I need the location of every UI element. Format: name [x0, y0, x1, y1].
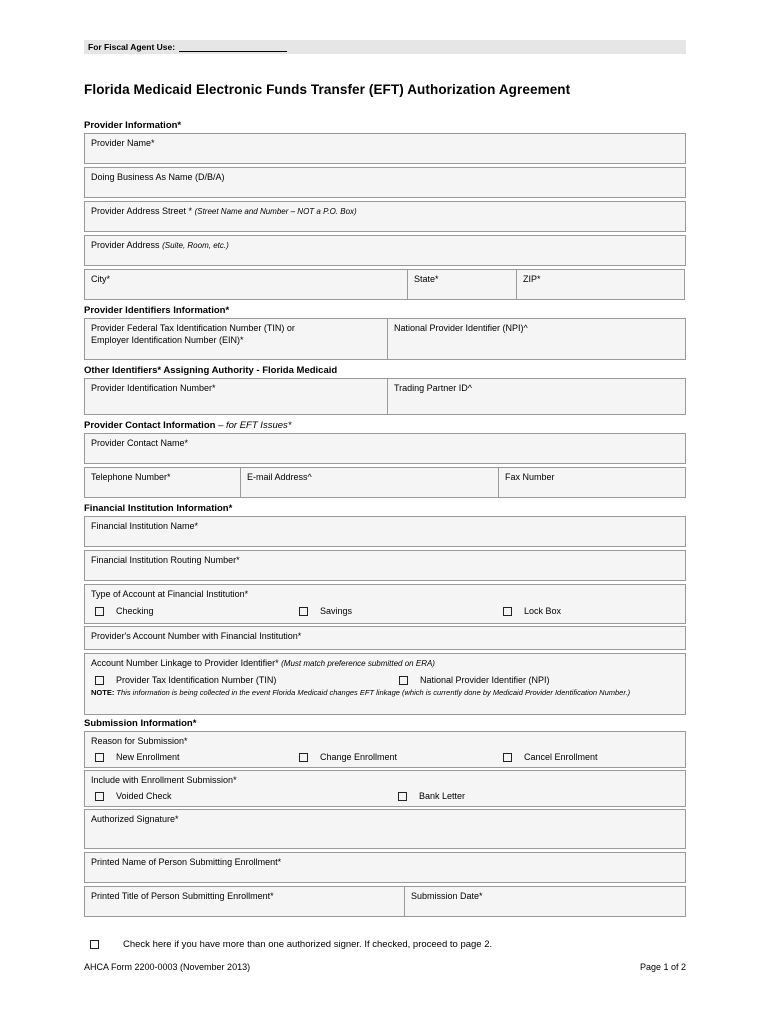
checkbox-row-linkage-npi[interactable] — [399, 671, 550, 687]
label-provider-id: Provider Identification Number* — [91, 383, 216, 393]
label-email: E-mail Address^ — [247, 472, 312, 482]
label-linkage-note: (Must match preference submitted on ERA) — [281, 659, 435, 668]
page-title: Florida Medicaid Electronic Funds Transfer (EFT) Authorization Agreement — [84, 82, 571, 97]
checkbox-row-cancel-enrollment[interactable] — [503, 748, 598, 764]
label-tin-line2: Employer Identification Number (EIN)* — [91, 335, 244, 345]
footer-page-number: Page 1 of 2 — [639, 962, 686, 972]
checkbox-icon-change-enrollment[interactable] — [299, 753, 308, 762]
label-lockbox: Lock Box — [524, 606, 562, 616]
label-provider-name: Provider Name* — [91, 138, 155, 148]
checkbox-icon-checking[interactable] — [95, 607, 104, 616]
label-checking: Checking — [116, 606, 154, 616]
checkbox-row-new-enrollment[interactable] — [95, 748, 299, 764]
label-city: City* — [91, 274, 111, 284]
label-reason: Reason for Submission* — [91, 736, 188, 746]
provider-contact-heading-text: Provider Contact Information — [84, 420, 216, 431]
fiscal-agent-bar — [84, 40, 686, 54]
label-address2: Provider Address — [91, 240, 160, 250]
checkbox-row-savings[interactable] — [299, 602, 503, 618]
row-city-state-zip — [84, 269, 686, 300]
checkbox-icon-linkage-npi[interactable] — [399, 676, 408, 685]
section-heading-provider-identifiers: Provider Identifiers Information* — [84, 305, 230, 316]
section-heading-provider-information: Provider Information* — [84, 120, 182, 131]
label-savings: Savings — [320, 606, 353, 616]
label-change-enrollment: Change Enrollment — [320, 752, 398, 762]
form-content — [84, 40, 686, 950]
field-printed-title[interactable] — [84, 886, 405, 917]
label-trading-partner-id: Trading Partner ID^ — [394, 383, 472, 393]
linkage-footnote — [85, 687, 685, 698]
label-routing-number: Financial Institution Routing Number* — [91, 555, 240, 565]
field-dba[interactable] — [84, 167, 686, 198]
row-provider-identifiers — [84, 318, 686, 360]
checkbox-icon-multiple-signers[interactable] — [90, 940, 99, 949]
checkbox-row-lockbox[interactable] — [503, 602, 561, 618]
field-city[interactable] — [84, 269, 408, 300]
label-authorized-signature: Authorized Signature* — [91, 814, 179, 824]
field-address2[interactable] — [84, 235, 686, 266]
label-address-street: Provider Address Street * — [91, 206, 193, 216]
checkbox-row-change-enrollment[interactable] — [299, 748, 503, 764]
label-multiple-signers: Check here if you have more than one authorized signer. If checked, proceed to page 2. — [123, 939, 493, 950]
label-address2-note: (Suite, Room, etc.) — [162, 241, 229, 250]
label-cancel-enrollment: Cancel Enrollment — [524, 752, 598, 762]
field-state[interactable] — [407, 269, 517, 300]
checkbox-row-checking[interactable] — [95, 602, 299, 618]
field-reason-for-submission — [84, 731, 686, 768]
fiscal-agent-blank-line[interactable] — [179, 42, 287, 52]
field-authorized-signature[interactable] — [84, 809, 686, 849]
label-submission-date: Submission Date* — [411, 891, 483, 901]
label-linkage: Account Number Linkage to Provider Identifier* — [91, 658, 279, 668]
checkbox-row-linkage-tin[interactable] — [95, 671, 399, 687]
checkbox-icon-linkage-tin[interactable] — [95, 676, 104, 685]
field-contact-name[interactable] — [84, 433, 686, 464]
linkage-footnote-text: This information is being collected in the event Florida Medicaid changes EFT linkage (which is currently done by Medicaid Provider Identification Number.) — [114, 688, 631, 697]
checkbox-icon-savings[interactable] — [299, 607, 308, 616]
label-fax: Fax Number — [505, 472, 555, 482]
checkbox-icon-bank-letter[interactable] — [398, 792, 407, 801]
field-telephone[interactable] — [84, 467, 241, 498]
label-zip: ZIP* — [523, 274, 541, 284]
field-zip[interactable] — [516, 269, 685, 300]
field-trading-partner-id[interactable] — [387, 378, 686, 415]
checkbox-icon-voided-check[interactable] — [95, 792, 104, 801]
checkbox-icon-lockbox[interactable] — [503, 607, 512, 616]
field-npi[interactable] — [387, 318, 686, 360]
field-email[interactable] — [240, 467, 499, 498]
label-dba: Doing Business As Name (D/B/A) — [91, 172, 225, 182]
section-heading-other-identifiers: Other Identifiers* Assigning Authority - Florida Medicaid — [84, 365, 338, 376]
label-printed-title: Printed Title of Person Submitting Enrollment* — [91, 891, 274, 901]
field-submission-date[interactable] — [404, 886, 686, 917]
fiscal-agent-label: For Fiscal Agent Use: — [88, 42, 176, 52]
section-heading-provider-contact — [84, 419, 686, 432]
field-include-with-enrollment — [84, 770, 686, 807]
label-tin-line1: Provider Federal Tax Identification Number (TIN) or — [91, 323, 295, 333]
label-linkage-tin: Provider Tax Identification Number (TIN) — [116, 675, 277, 685]
field-fax[interactable] — [498, 467, 686, 498]
label-fi-name: Financial Institution Name* — [91, 521, 199, 531]
field-printed-name[interactable] — [84, 852, 686, 883]
checkbox-row-voided-check[interactable] — [95, 787, 398, 803]
label-address-street-note: (Street Name and Number – NOT a P.O. Box) — [194, 207, 357, 216]
row-printed-title-date — [84, 886, 686, 917]
field-account-number[interactable] — [84, 626, 686, 650]
label-include: Include with Enrollment Submission* — [91, 775, 237, 785]
checkbox-icon-new-enrollment[interactable] — [95, 753, 104, 762]
section-heading-financial-institution: Financial Institution Information* — [84, 503, 233, 514]
label-printed-name: Printed Name of Person Submitting Enrollment* — [91, 857, 282, 867]
linkage-footnote-label: NOTE: — [91, 688, 115, 697]
label-account-type: Type of Account at Financial Institution* — [91, 589, 249, 599]
label-state: State* — [414, 274, 439, 284]
section-heading-submission: Submission Information* — [84, 718, 197, 729]
field-fi-name[interactable] — [84, 516, 686, 547]
checkbox-icon-cancel-enrollment[interactable] — [503, 753, 512, 762]
field-provider-name[interactable] — [84, 133, 686, 164]
field-account-type — [84, 584, 686, 624]
page-footer — [84, 962, 686, 972]
field-provider-id[interactable] — [84, 378, 388, 415]
label-voided-check: Voided Check — [116, 791, 172, 801]
label-linkage-npi: National Provider Identifier (NPI) — [420, 675, 550, 685]
row-contact-phone-email-fax — [84, 467, 686, 498]
row-other-identifiers — [84, 378, 686, 415]
label-bank-letter: Bank Letter — [419, 791, 466, 801]
label-new-enrollment: New Enrollment — [116, 752, 180, 762]
field-tin-ein[interactable] — [84, 318, 388, 360]
field-routing-number[interactable] — [84, 550, 686, 581]
label-contact-name: Provider Contact Name* — [91, 438, 189, 448]
label-telephone: Telephone Number* — [91, 472, 171, 482]
field-account-linkage — [84, 653, 686, 715]
footer-form-id: AHCA Form 2200-0003 (November 2013) — [84, 962, 251, 972]
field-address-street[interactable] — [84, 201, 686, 232]
label-npi: National Provider Identifier (NPI)^ — [394, 323, 528, 333]
label-account-number: Provider's Account Number with Financial Institution* — [91, 631, 302, 641]
provider-contact-heading-italic: – for EFT Issues* — [215, 420, 292, 431]
checkbox-row-bank-letter[interactable] — [398, 787, 465, 803]
checkbox-row-multiple-signers[interactable] — [84, 939, 686, 950]
